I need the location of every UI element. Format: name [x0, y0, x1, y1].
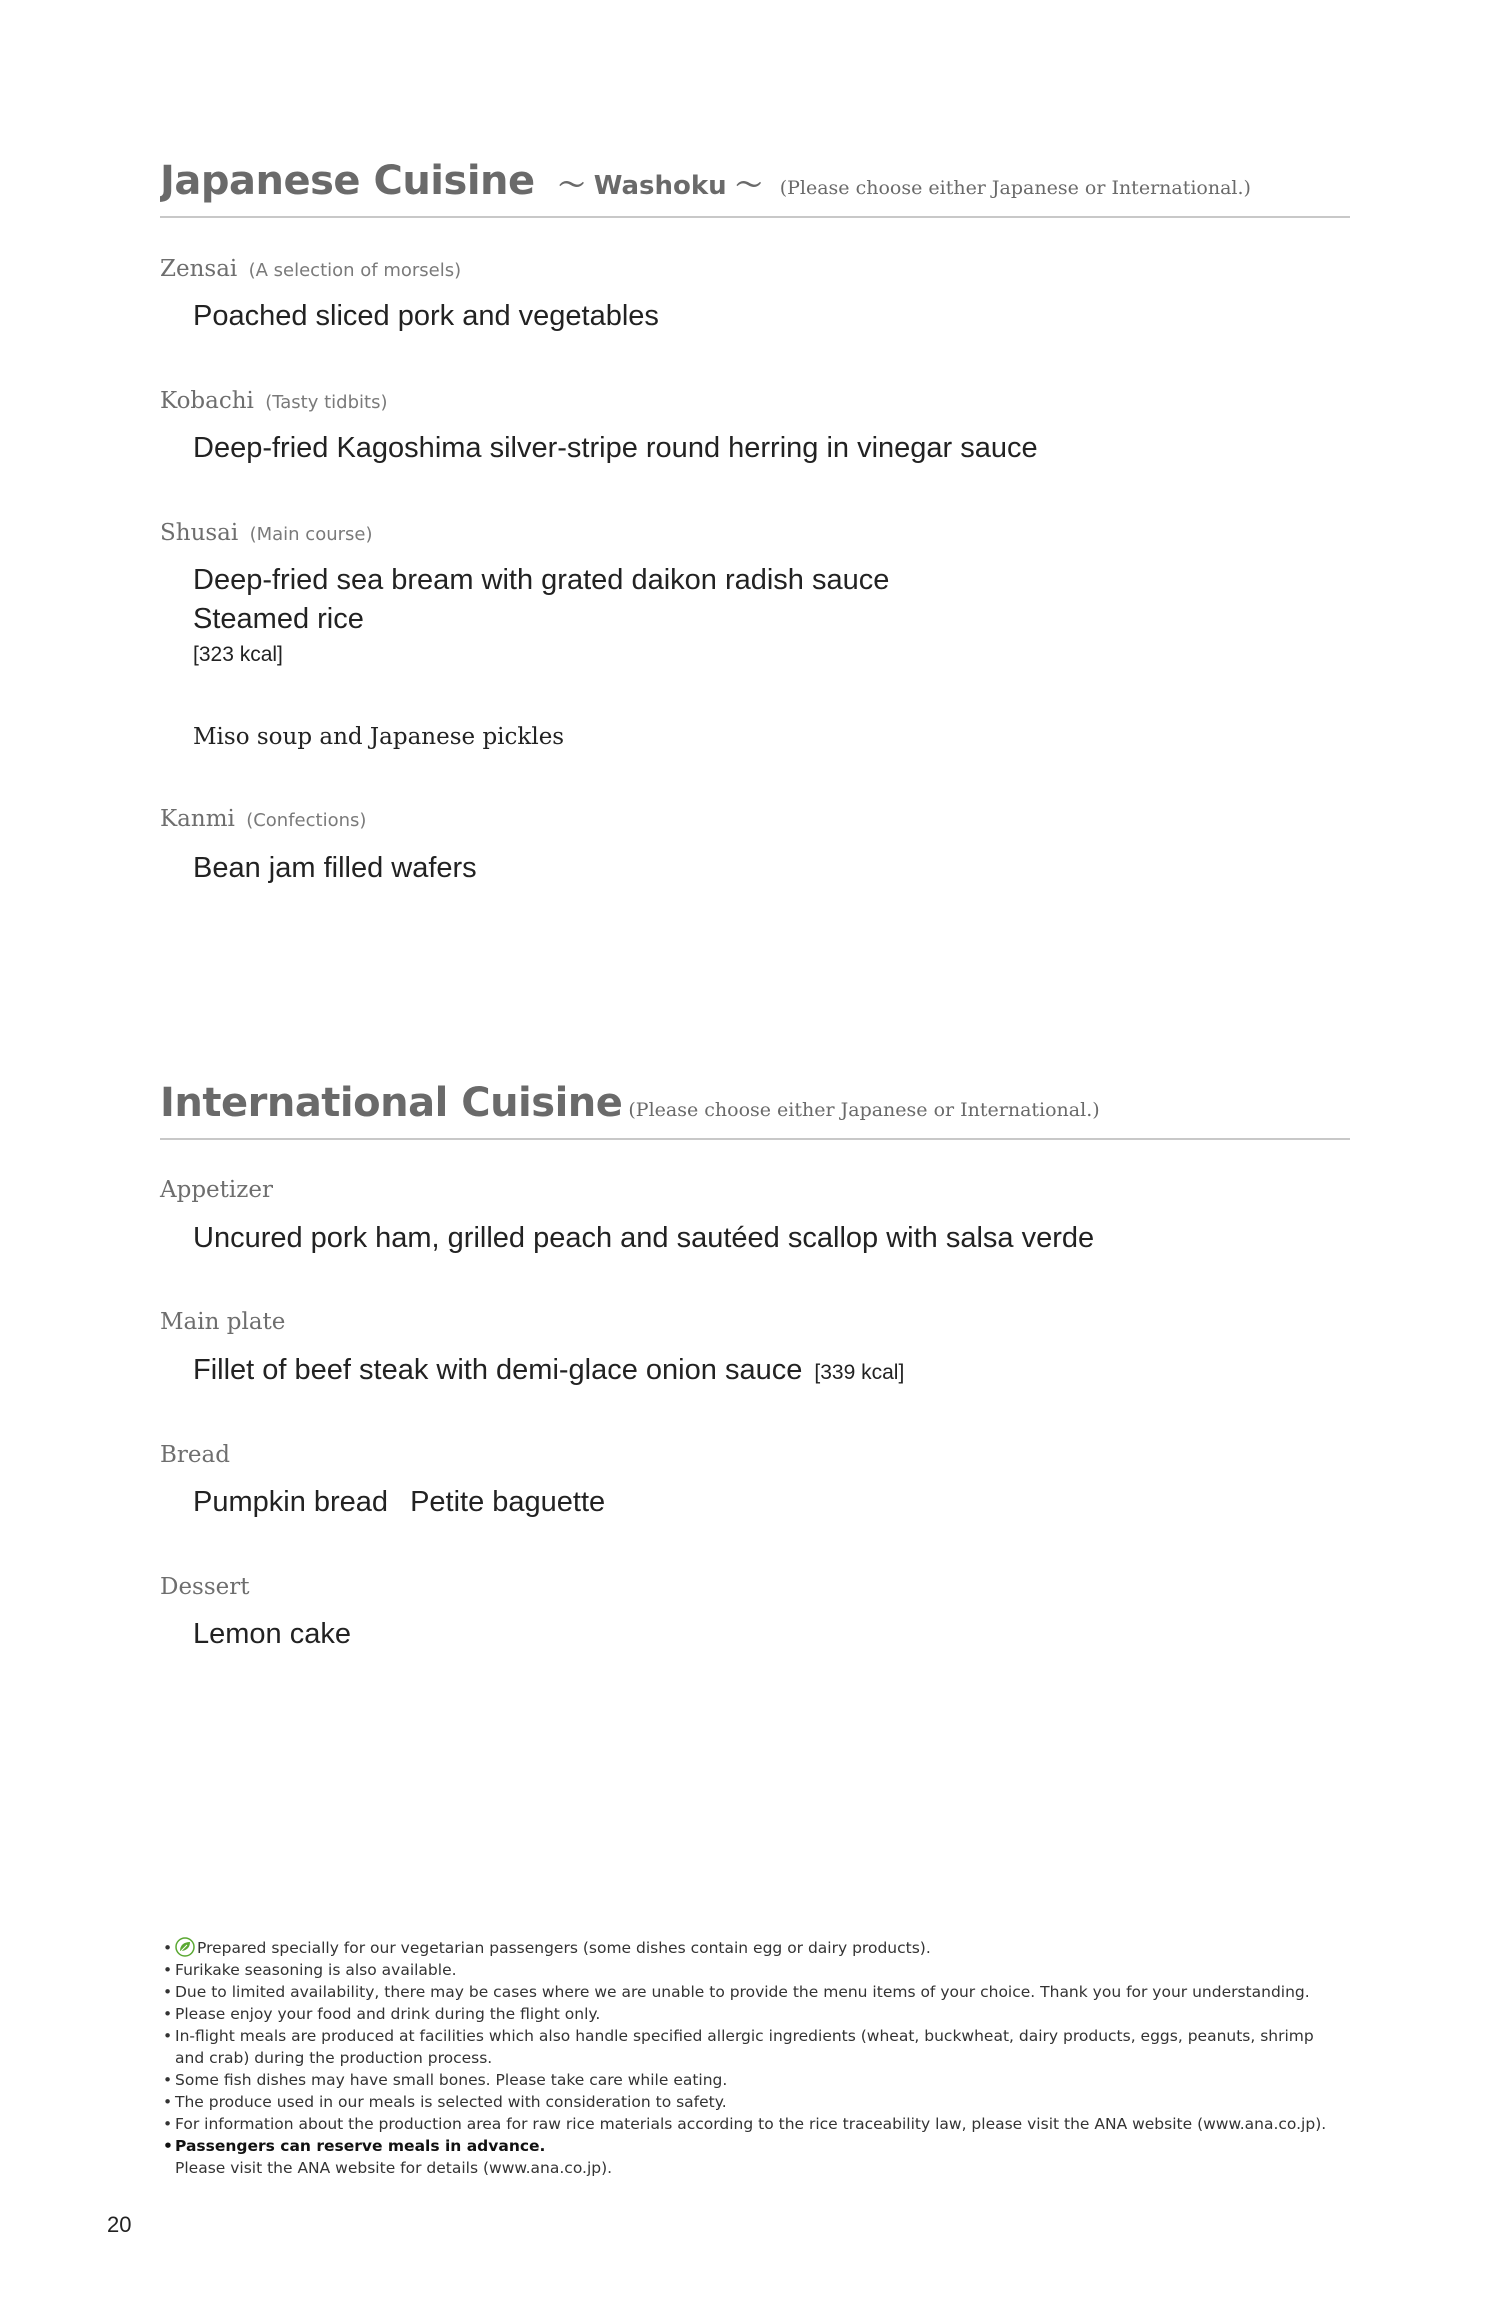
course-kanmi [160, 806, 366, 832]
footnote-text: Some fish dishes may have small bones. Please take care while eating. [175, 2071, 728, 2089]
course-dessert: Dessert [160, 1574, 250, 1600]
washoku-subtitle: ～ Washoku ～ [558, 171, 762, 201]
page-number: 20 [107, 2212, 132, 2237]
dish-item: Uncured pork ham, grilled peach and sautéed scallop with salsa verde [193, 1222, 1095, 1254]
footnote-item [163, 1937, 1343, 1959]
international-choice-note: (Please choose either Japanese or International.) [628, 1099, 1100, 1121]
bullet: • [163, 2005, 173, 2023]
dish-item [193, 1486, 605, 1519]
reserve-meals-detail: Please visit the ANA website for details (www.ana.co.jp). [175, 2159, 613, 2177]
reserve-meals-note: Passengers can reserve meals in advance. [175, 2137, 546, 2155]
japanese-cuisine-title: Japanese Cuisine [160, 158, 535, 204]
dish-item: Steamed rice [193, 603, 364, 635]
footnote-item [163, 2091, 1343, 2113]
japanese-cuisine-header [160, 158, 1350, 218]
footnote-text: Please enjoy your food and drink during the flight only. [175, 2005, 601, 2023]
dish-item: Deep-fried sea bream with grated daikon radish sauce [193, 564, 890, 596]
bullet: • [163, 2137, 173, 2155]
course-bread: Bread [160, 1442, 230, 1468]
bullet: • [163, 1961, 173, 1979]
bullet: • [163, 2115, 173, 2133]
vegetarian-leaf-icon [175, 1937, 195, 1957]
footnotes [163, 1937, 1343, 2179]
miso-soup-pickles: Miso soup and Japanese pickles [193, 724, 565, 750]
dish-name: Fillet of beef steak with demi-glace onion sauce [193, 1354, 803, 1386]
dish-item: Poached sliced pork and vegetables [193, 300, 659, 332]
course-description: (Tasty tidbits) [265, 392, 388, 413]
footnote-text: The produce used in our meals is selected with consideration to safety. [175, 2093, 727, 2111]
footnote-item [163, 2069, 1343, 2091]
course-name: Kanmi [160, 806, 235, 832]
course-appetizer: Appetizer [160, 1177, 273, 1203]
bullet: • [163, 1939, 173, 1957]
footnote-text: For information about the production area for raw rice materials according to the rice traceability law, please visit the ANA website (www.ana.co.jp). [175, 2115, 1327, 2133]
japanese-choice-note: (Please choose either Japanese or International.) [779, 177, 1251, 199]
course-kobachi [160, 388, 387, 414]
dish-item [193, 1354, 904, 1387]
bullet: • [163, 1983, 173, 2001]
course-name: Shusai [160, 520, 239, 546]
international-cuisine-title: International Cuisine [160, 1080, 623, 1126]
course-shusai [160, 520, 372, 546]
dish-name: Pumpkin bread [193, 1486, 389, 1518]
dish-item: Bean jam filled wafers [193, 852, 477, 884]
footnote-item [163, 2025, 1343, 2069]
bullet: • [163, 2027, 173, 2045]
course-name: Zensai [160, 256, 238, 282]
footnote-text: Due to limited availability, there may be cases where we are unable to provide the menu items of your choice. Thank you for your understanding. [175, 1983, 1310, 2001]
course-description: (A selection of morsels) [248, 260, 462, 281]
footnote-item [163, 1981, 1343, 2003]
footnote-text: In-flight meals are produced at facilities which also handle specified allergic ingredients (wheat, buckwheat, dairy products, eggs, peanuts, shrimp and crab) during the production process. [175, 2027, 1314, 2067]
footnote-text: Prepared specially for our vegetarian passengers (some dishes contain egg or dairy products). [197, 1939, 931, 1957]
dish-item: Lemon cake [193, 1618, 351, 1650]
calorie-label: [323 kcal] [193, 643, 283, 666]
footnote-item [163, 2135, 1343, 2179]
dish-item: Deep-fried Kagoshima silver-stripe round herring in vinegar sauce [193, 432, 1038, 464]
course-name: Kobachi [160, 388, 254, 414]
course-zensai [160, 256, 461, 282]
bullet: • [163, 2093, 173, 2111]
calorie-label: [339 kcal] [814, 1361, 905, 1384]
footnote-item [163, 2003, 1343, 2025]
footnote-text: Furikake seasoning is also available. [175, 1961, 457, 1979]
bullet: • [163, 2071, 173, 2089]
footnote-item [163, 1959, 1343, 1981]
dish-name: Petite baguette [410, 1486, 606, 1518]
course-description: (Confections) [246, 810, 367, 831]
course-main-plate: Main plate [160, 1309, 286, 1335]
international-cuisine-header [160, 1080, 1350, 1140]
footnote-item [163, 2113, 1343, 2135]
course-description: (Main course) [249, 524, 373, 545]
